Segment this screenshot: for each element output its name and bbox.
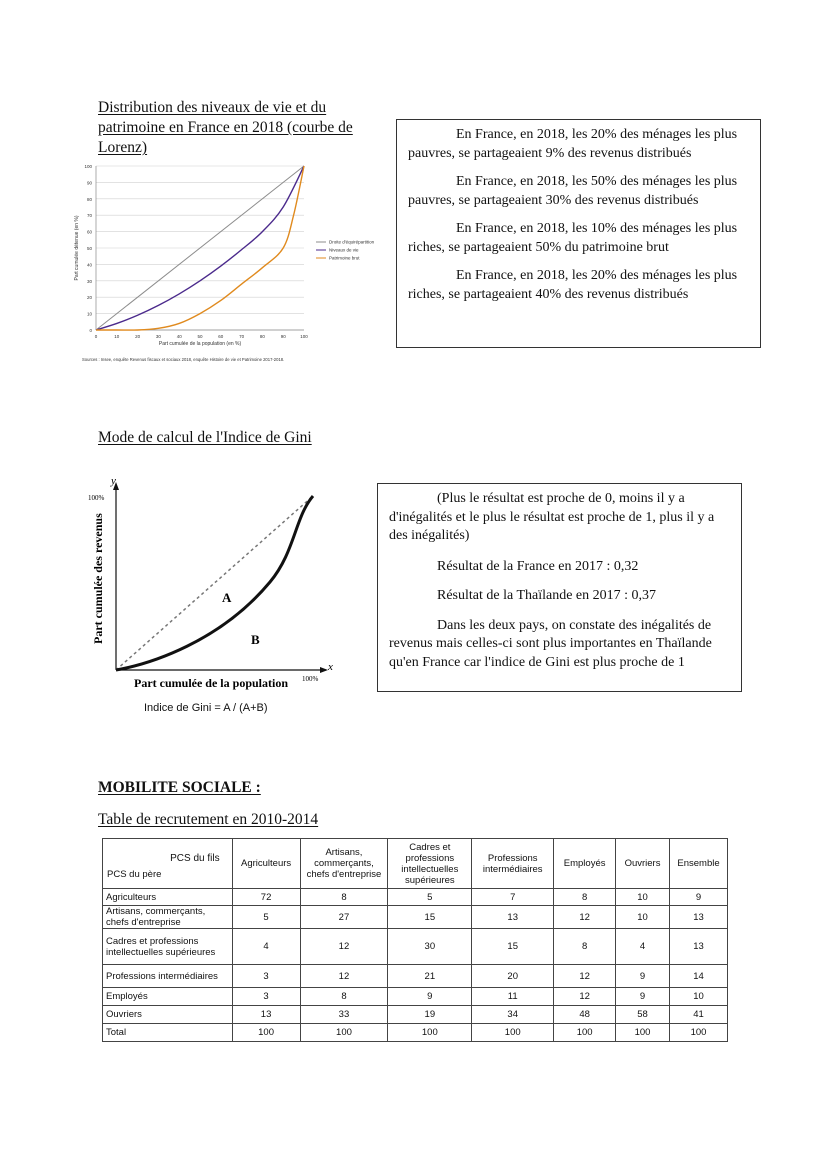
y-tick-label: 70 bbox=[86, 213, 92, 219]
table-row bbox=[103, 929, 728, 965]
mobilite-table-title: Table de recrutement en 2010-2014 bbox=[98, 811, 319, 828]
table-cell: 8 bbox=[554, 889, 616, 906]
gini-x-axis-label: Part cumulée de la population bbox=[134, 676, 289, 690]
table-cell: 13 bbox=[670, 906, 728, 929]
table-cell: 13 bbox=[232, 1006, 300, 1024]
table-cell: 13 bbox=[670, 929, 728, 965]
gini-area-b: B bbox=[251, 632, 260, 647]
row-label: Cadres et professions intellectuelles supérieures bbox=[103, 929, 233, 965]
table-cell: 100 bbox=[616, 1024, 670, 1042]
table-cell: 10 bbox=[670, 988, 728, 1006]
x-tick-label: 70 bbox=[239, 334, 245, 339]
table-row bbox=[103, 1024, 728, 1042]
table-row bbox=[103, 1006, 728, 1024]
legend-label: Patrimoine brut bbox=[329, 255, 360, 261]
gini-y-axis-label: Part cumulée des revenus bbox=[91, 513, 105, 644]
column-header: Employés bbox=[554, 839, 616, 889]
gini-paragraph: Résultat de la Thaïlande en 2017 : 0,37 bbox=[437, 588, 657, 603]
lorenz-text-box bbox=[396, 119, 761, 348]
table-cell: 9 bbox=[388, 988, 472, 1006]
x-tick-label: 60 bbox=[218, 334, 224, 339]
chart-source: Sources : Insee, enquête Revenus fiscaux et sociaux 2018, enquête Histoire de vie et Patrimoine 2017-2018. bbox=[82, 357, 285, 362]
gini-x-letter: x bbox=[328, 661, 333, 673]
corner-top-label: PCS du fils bbox=[170, 853, 220, 864]
gini-area-a: A bbox=[222, 590, 232, 605]
corner-bottom-label: PCS du père bbox=[107, 869, 162, 880]
y-tick-label: 10 bbox=[86, 311, 92, 317]
gini-y-max-label: 100% bbox=[88, 494, 105, 502]
table-cell: 4 bbox=[616, 929, 670, 965]
table-cell: 13 bbox=[472, 906, 554, 929]
column-header: Ouvriers bbox=[616, 839, 670, 889]
x-tick-label: 50 bbox=[197, 334, 203, 339]
column-header: Ensemble bbox=[670, 839, 728, 889]
column-header: Cadres et professions intellectuelles supérieures bbox=[388, 839, 472, 889]
y-tick-label: 80 bbox=[86, 196, 92, 202]
gini-paragraph: Dans les deux pays, on constate des inégalités de revenus mais celles-ci sont plus importantes en Thaïlande qu'en France car l'indice de Gini est plus proche de 1 bbox=[389, 617, 712, 670]
y-tick-label: 30 bbox=[86, 278, 92, 284]
lorenz-paragraph: En France, en 2018, les 50% des ménages les plus pauvres, se partageaient 30% des revenus distribués bbox=[408, 174, 738, 208]
table-cell: 9 bbox=[616, 965, 670, 988]
table-cell: 12 bbox=[554, 906, 616, 929]
table-cell: 7 bbox=[472, 889, 554, 906]
column-header: Artisans, commerçants, chefs d'entreprise bbox=[300, 839, 388, 889]
lorenz-paragraph: En France, en 2018, les 10% des ménages les plus riches, se partageaient 50% du patrimoine brut bbox=[408, 221, 738, 255]
column-header: Professions intermédiaires bbox=[472, 839, 554, 889]
table-cell: 41 bbox=[670, 1006, 728, 1024]
gini-formula: Indice de Gini = A / (A+B) bbox=[144, 702, 268, 714]
table-cell: 19 bbox=[388, 1006, 472, 1024]
table-cell: 8 bbox=[554, 929, 616, 965]
table-cell: 34 bbox=[472, 1006, 554, 1024]
lorenz-title: Distribution des niveaux de vie et du patrimoine en France en 2018 (courbe de Lorenz) bbox=[98, 99, 353, 156]
table-cell: 21 bbox=[388, 965, 472, 988]
y-axis-label: Part cumulée détenue (en %) bbox=[74, 215, 80, 281]
x-axis-label: Part cumulée de la population (en %) bbox=[158, 341, 242, 347]
row-label: Artisans, commerçants, chefs d'entreprise bbox=[103, 906, 233, 929]
table-cell: 100 bbox=[670, 1024, 728, 1042]
table-row bbox=[103, 906, 728, 929]
x-tick-label: 100 bbox=[300, 334, 308, 339]
row-label: Ouvriers bbox=[103, 1006, 233, 1024]
table-cell: 20 bbox=[472, 965, 554, 988]
lorenz-paragraph: En France, en 2018, les 20% des ménages les plus pauvres, se partageaient 9% des revenus distribués bbox=[408, 127, 738, 161]
column-header: Agriculteurs bbox=[232, 839, 300, 889]
table-cell: 48 bbox=[554, 1006, 616, 1024]
table-cell: 15 bbox=[472, 929, 554, 965]
table-cell: 5 bbox=[388, 889, 472, 906]
table-cell: 12 bbox=[554, 965, 616, 988]
table-row bbox=[103, 965, 728, 988]
gini-text-box bbox=[377, 483, 742, 692]
gini-y-letter: y bbox=[111, 475, 116, 487]
gini-paragraph: Résultat de la France en 2017 : 0,32 bbox=[437, 558, 639, 574]
legend-label: Droite d'équirépartition bbox=[329, 239, 375, 245]
table-cell: 100 bbox=[554, 1024, 616, 1042]
lorenz-paragraph: En France, en 2018, les 20% des ménages les plus riches, se partageaient 40% des revenus distribués bbox=[408, 268, 738, 302]
gini-paragraph: (Plus le résultat est proche de 0, moins il y a d'inégalités et le plus le résultat est proche de 1, plus il y a des inégalités) bbox=[389, 491, 715, 543]
gini-title: Mode de calcul de l'Indice de Gini bbox=[98, 429, 312, 446]
table-row bbox=[103, 889, 728, 906]
y-tick-label: 50 bbox=[86, 246, 92, 251]
mobilite-heading: MOBILITE SOCIALE : bbox=[98, 779, 261, 796]
table-cell: 12 bbox=[554, 988, 616, 1006]
table-corner-cell bbox=[103, 839, 233, 889]
table-cell: 3 bbox=[232, 965, 300, 988]
y-tick-label: 90 bbox=[86, 180, 92, 186]
table-cell: 8 bbox=[300, 988, 388, 1006]
x-tick-label: 40 bbox=[176, 334, 182, 339]
x-tick-label: 90 bbox=[280, 334, 286, 339]
table-cell: 30 bbox=[388, 929, 472, 965]
recruitment-table bbox=[102, 838, 728, 1042]
table-cell: 5 bbox=[232, 906, 300, 929]
table-cell: 4 bbox=[232, 929, 300, 965]
table-cell: 14 bbox=[670, 965, 728, 988]
table-cell: 10 bbox=[616, 906, 670, 929]
y-tick-label: 100 bbox=[84, 164, 92, 169]
table-cell: 100 bbox=[472, 1024, 554, 1042]
gini-x-max-label: 100% bbox=[302, 675, 319, 683]
table-cell: 12 bbox=[300, 965, 388, 988]
table-cell: 12 bbox=[300, 929, 388, 965]
gini-diagram bbox=[80, 472, 350, 694]
table-cell: 100 bbox=[232, 1024, 300, 1042]
gini-equality-line bbox=[116, 496, 313, 670]
table-row bbox=[103, 988, 728, 1006]
row-label: Agriculteurs bbox=[103, 889, 233, 906]
x-tick-label: 30 bbox=[155, 334, 161, 339]
table-cell: 11 bbox=[472, 988, 554, 1006]
table-cell: 33 bbox=[300, 1006, 388, 1024]
x-tick-label: 10 bbox=[114, 334, 120, 339]
table-cell: 3 bbox=[232, 988, 300, 1006]
x-tick-label: 80 bbox=[259, 334, 265, 339]
table-cell: 10 bbox=[616, 889, 670, 906]
table-cell: 9 bbox=[670, 889, 728, 906]
table-header-row bbox=[103, 839, 728, 889]
table-cell: 8 bbox=[300, 889, 388, 906]
table-cell: 100 bbox=[300, 1024, 388, 1042]
table-cell: 27 bbox=[300, 906, 388, 929]
row-label: Total bbox=[103, 1024, 233, 1042]
x-tick-label: 0 bbox=[94, 334, 98, 339]
x-tick-label: 20 bbox=[135, 334, 141, 339]
lorenz-chart bbox=[60, 158, 395, 370]
table-cell: 72 bbox=[232, 889, 300, 906]
table-cell: 9 bbox=[616, 988, 670, 1006]
row-label: Employés bbox=[103, 988, 233, 1006]
row-label: Professions intermédiaires bbox=[103, 965, 233, 988]
y-tick-label: 20 bbox=[86, 295, 92, 301]
legend-label: Niveaux de vie bbox=[329, 247, 359, 253]
y-tick-label: 60 bbox=[86, 229, 92, 235]
y-tick-label: 40 bbox=[86, 262, 92, 268]
y-tick-label: 0 bbox=[89, 328, 92, 333]
table-cell: 100 bbox=[388, 1024, 472, 1042]
gini-x-arrow bbox=[320, 667, 328, 673]
table-cell: 58 bbox=[616, 1006, 670, 1024]
table-cell: 15 bbox=[388, 906, 472, 929]
